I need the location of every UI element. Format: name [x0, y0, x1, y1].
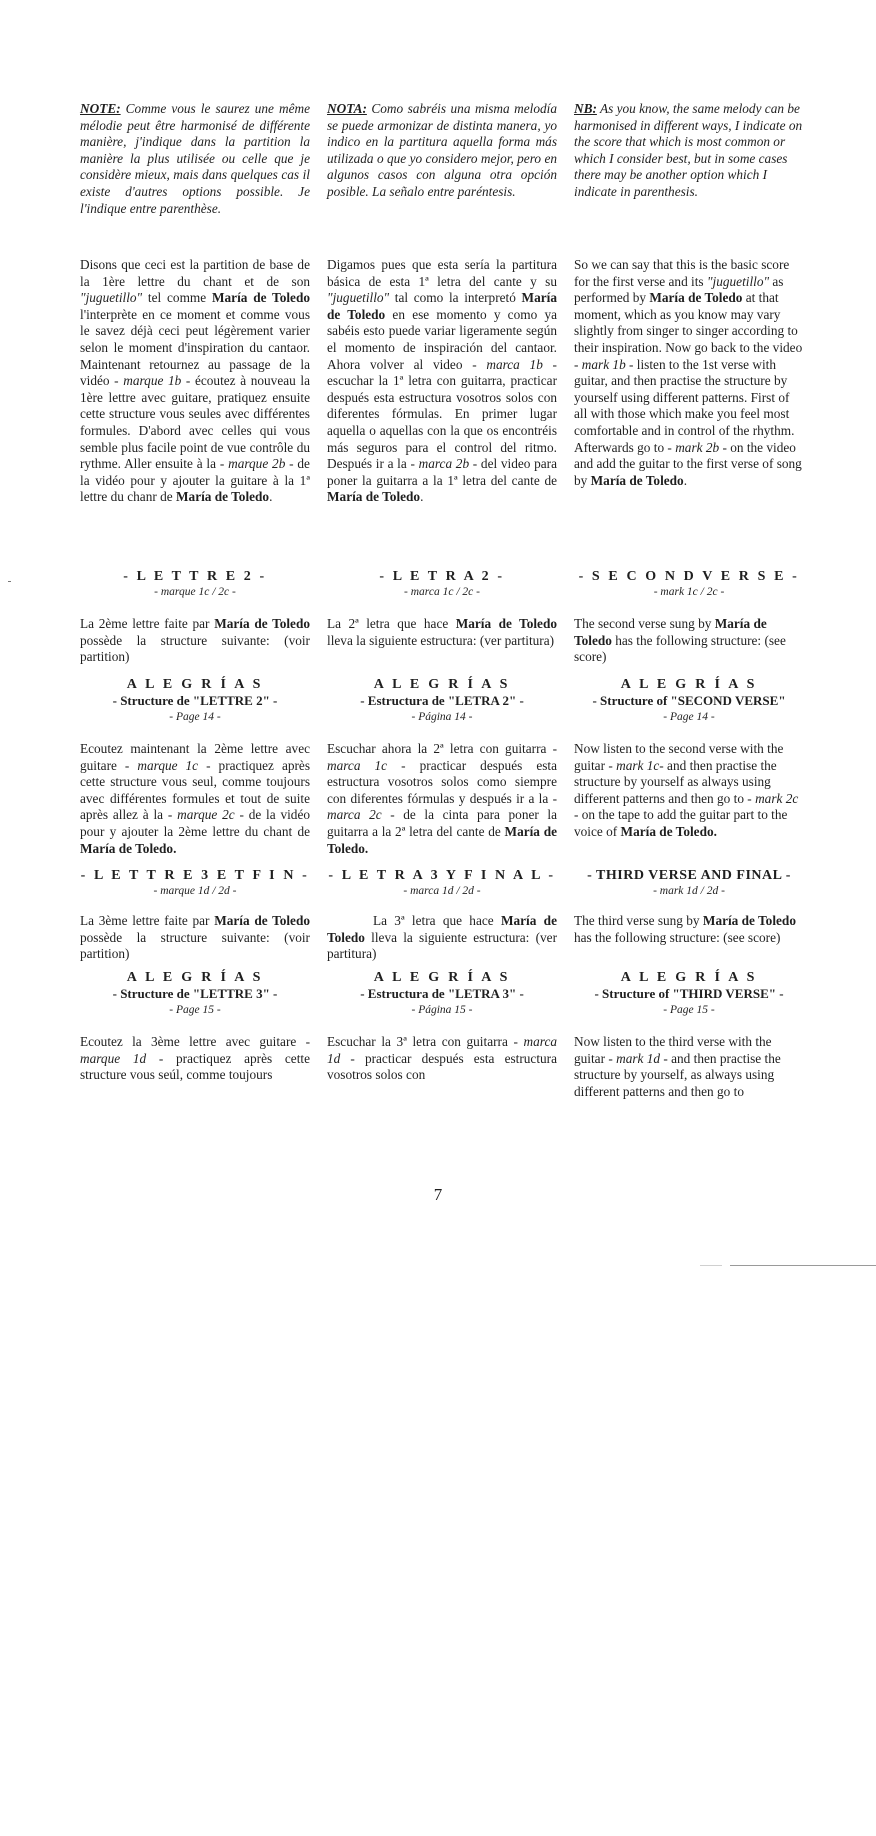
- score-page-ref: - Page 15 -: [663, 1004, 715, 1016]
- note-label: NOTA:: [327, 101, 367, 116]
- page-number: 7: [433, 1185, 443, 1204]
- video-mark: marque 2c: [177, 807, 235, 823]
- verse3-heading: - L E T R A 3 Y F I N A L -: [328, 868, 556, 883]
- text: possède la structure suivante: (voir partition): [80, 632, 310, 665]
- intro-text: .: [420, 489, 424, 505]
- structure-title: - Structure of "THIRD VERSE" -: [594, 986, 784, 1001]
- note-block: [80, 101, 310, 217]
- text: La 3ème lettre faite par: [80, 913, 215, 928]
- text: - and then practise the structure by yourself as always using different patterns and then go to -: [574, 757, 777, 806]
- text: lleva la siguiente estructura: (ver partitura): [327, 929, 557, 962]
- verse2-practice: [80, 741, 310, 857]
- note-text: Como sabréis una misma melodía se puede armonizar de distinta manera, yo indico en la partitura aquella forma más utilizada o que yo considero mejor, pero en algunos casos con alguna otra opción posible. La señalo entre paréntesis.: [327, 101, 557, 199]
- singer-name: María de Toledo: [214, 913, 310, 928]
- video-mark: marque 1d: [80, 1050, 147, 1066]
- note-text: As you know, the same melody can be harmonised in different ways, I indicate on the score that which is most common or which I consider best, but in some cases there may be another option which I indicate in parenthesis.: [574, 101, 803, 199]
- alegrias-title: A L E G R Í A S: [620, 970, 758, 985]
- intro-text: - escuchar la 1ª letra con guitarra, practicar después esta estructura vosotros solos con diferentes fórmulas. En primer lugar aquella o aquellas con la que os encontréis más seguros para el control del ritmo. Después ir a la -: [327, 356, 557, 472]
- text: Ecoutez maintenant la 2ème lettre avec guitare -: [80, 741, 310, 773]
- verse3-practice: [574, 1034, 804, 1100]
- intro-text: - on the video and add the guitar to the first verse of song by: [574, 439, 802, 488]
- verse2-marks: - mark 1c / 2c -: [653, 586, 725, 598]
- alegrias-title: A L E G R Í A S: [126, 677, 264, 692]
- verse2-practice: [574, 741, 804, 841]
- singer-name: María de Toledo: [176, 489, 270, 505]
- video-mark: marque 1b: [123, 373, 182, 389]
- note-block: [327, 101, 557, 201]
- text: Now listen to the third verse with the guitar -: [574, 1034, 772, 1066]
- video-mark: marque 1c: [137, 757, 199, 773]
- text: - practicar después esta estructura vosotros solos como siempre con diferentes fórmulas y después ir a la -: [327, 757, 558, 806]
- text: Now listen to the second verse with the guitar -: [574, 741, 784, 773]
- singer-name: María de Toledo.: [80, 840, 177, 856]
- scan-artifact-dot: [8, 581, 11, 582]
- intro-text: l'interprète en ce moment et comme vous le savez déjà ceci peut légèrement varier selon le moment d'inspiration du cantaor. Maintenant retournez au passage de la vidéo -: [80, 306, 310, 389]
- singer-name: María de Toledo: [649, 290, 743, 306]
- intro-text: Disons que ceci est la partition de base de la 1ère lettre du chant et de son: [80, 257, 310, 289]
- note-block: [574, 101, 804, 201]
- text: has the following structure: (see score): [574, 632, 786, 665]
- text: Escuchar ahora la 2ª letra con guitarra -: [327, 741, 557, 756]
- verse2-intro: [80, 616, 310, 666]
- verse2-marks: - marca 1c / 2c -: [404, 586, 480, 598]
- video-mark: marca 1d: [327, 1034, 557, 1066]
- text: Ecoutez la 3ème lettre avec guitare -: [80, 1034, 310, 1049]
- video-mark: mark 1c: [616, 757, 660, 773]
- intro-paragraph: [80, 257, 310, 506]
- intro-text: Digamos pues que esta sería la partitura básica de esta 1ª letra del cante y su: [327, 257, 557, 289]
- verse3-practice: [327, 1034, 557, 1084]
- verse2-intro: [574, 616, 804, 666]
- structure-title: - Estructura de "LETRA 3" -: [360, 986, 524, 1001]
- scan-artifact-line: [730, 1265, 876, 1266]
- verse2-practice: [327, 741, 557, 857]
- singer-name: María de Toledo: [702, 913, 796, 928]
- structure-title: - Structure de "LETTRE 3" -: [112, 986, 278, 1001]
- singer-name: María de Toledo: [214, 616, 310, 631]
- video-mark: mark 2c: [755, 790, 799, 806]
- verse3-marks: - marca 1d / 2d -: [403, 885, 481, 897]
- text: - de la cinta para poner la guitarra a la 2ª letra del cante de: [327, 807, 558, 839]
- intro-text: .: [683, 472, 688, 488]
- alegrias-title: A L E G R Í A S: [126, 970, 264, 985]
- intro-text: So we can say that this is the basic score for the first verse and its: [574, 257, 790, 289]
- intro-paragraph: [327, 257, 557, 506]
- alegrias-title: A L E G R Í A S: [620, 677, 758, 692]
- score-page-ref: - Página 15 -: [411, 1004, 473, 1016]
- text: The third verse sung by: [574, 913, 703, 928]
- score-page-ref: - Página 14 -: [411, 711, 473, 723]
- juguetillo-term: "juguetillo": [706, 273, 770, 289]
- verse3-marks: - marque 1d / 2d -: [153, 885, 237, 897]
- intro-text: - del video para poner la guitarra a la 1ª letra del cante de: [327, 456, 557, 488]
- alegrias-title: A L E G R Í A S: [373, 677, 511, 692]
- verse3-heading: - THIRD VERSE AND FINAL -: [587, 868, 791, 883]
- note-text: Comme vous le saurez une même mélodie peut être harmonisé de différente manière, j'indique dans la partition la manière la plus utilisée ou celle que je considère mieux, mais dans quelques cas il existe d'autres options possible. Je l'indique entre parenthèse.: [80, 101, 310, 216]
- verse2-marks: - marque 1c / 2c -: [154, 586, 236, 598]
- text: - practicar después esta estructura vosotros solos con: [327, 1050, 557, 1083]
- intro-text: en ese momento y como ya sabéis esto puede variar ligeramente según el momento de inspiración del cantaor. Ahora volver al video -: [327, 306, 557, 372]
- singer-name: María de Toledo: [211, 290, 310, 306]
- video-mark: mark 1b: [581, 356, 626, 372]
- intro-text: tal como la interpretó: [389, 290, 522, 306]
- video-mark: marca 1b: [486, 356, 543, 372]
- singer-name: María de Toledo: [327, 913, 557, 945]
- note-label: NB:: [574, 101, 597, 116]
- scan-artifact-line: [700, 1265, 722, 1266]
- text: Escuchar la 3ª letra con guitarra -: [327, 1034, 524, 1049]
- singer-name: María de Toledo: [327, 290, 557, 322]
- text: La 3ª letra que hace: [373, 913, 501, 928]
- text: - and then practise the structure by yourself, as always using different patterns and then go to: [574, 1050, 781, 1099]
- video-mark: marca 2b: [418, 456, 470, 472]
- text: The second verse sung by: [574, 616, 715, 631]
- video-mark: marca 1c: [327, 757, 388, 773]
- text: La 2ª letra que hace: [327, 616, 456, 631]
- singer-name: María de Toledo: [327, 489, 421, 505]
- structure-title: - Estructura de "LETRA 2" -: [360, 693, 524, 708]
- text: - practiquez après cette structure vous seul, comme toujours avec différentes formules et tout de suite après allez à la -: [80, 757, 310, 823]
- video-mark: marque 2b: [228, 456, 286, 472]
- structure-title: - Structure of "SECOND VERSE": [592, 693, 786, 708]
- singer-name: María de Toledo: [574, 616, 767, 648]
- video-mark: mark 1d: [616, 1050, 661, 1066]
- text: - de la vidéo pour y ajouter la 2ème lettre du chant de: [80, 807, 310, 839]
- intro-text: tel comme: [142, 290, 212, 306]
- note-label: NOTE:: [80, 101, 121, 116]
- intro-text: - écoutez à nouveau la 1ère lettre avec guitare, pratiquez ensuite cette structure vous seules avec différentes formules. D'abord avec celles qui vous semble plus facile point de vue contrôle du rythme. Aller ensuite à la -: [80, 373, 310, 472]
- score-page-ref: - Page 15 -: [169, 1004, 221, 1016]
- verse3-heading: - L E T T R E 3 E T F I N -: [80, 868, 310, 883]
- verse2-heading: - S E C O N D V E R S E -: [578, 569, 800, 584]
- singer-name: María de Toledo.: [327, 823, 557, 856]
- video-mark: marca 2c: [327, 807, 382, 823]
- juguetillo-term: "juguetillo": [327, 290, 390, 306]
- intro-text: at that moment, which as you know may vary slightly from singer to singer according to their inspiration. Now go back to the video -: [574, 290, 803, 372]
- text: La 2ème lettre faite par: [80, 616, 215, 631]
- intro-paragraph: [574, 257, 804, 489]
- intro-text: .: [269, 489, 273, 505]
- verse3-practice: [80, 1034, 310, 1084]
- intro-text: as performed by: [574, 273, 784, 306]
- verse3-marks: - mark 1d / 2d -: [653, 885, 725, 897]
- singer-name: María de Toledo: [590, 472, 684, 488]
- verse2-heading: - L E T R A 2 -: [379, 569, 505, 584]
- text: - practiquez après cette structure vous seúl, comme toujours: [80, 1050, 310, 1083]
- score-page-ref: - Page 14 -: [663, 711, 715, 723]
- verse2-heading: - L E T T R E 2 -: [123, 569, 267, 584]
- intro-text: - listen to the 1st verse with guitar, and then practise the structure by yourself using different patterns. First of all with those which make you feel most comfortable and in control of the rhythm. Afterwards go to -: [574, 356, 795, 455]
- structure-title: - Structure de "LETTRE 2" -: [112, 693, 278, 708]
- verse2-intro: [327, 616, 557, 649]
- singer-name: María de Toledo.: [620, 823, 717, 839]
- text: - on the tape to add the guitar part to the voice of: [574, 807, 788, 839]
- video-mark: mark 2b: [675, 439, 720, 455]
- score-page-ref: - Page 14 -: [169, 711, 221, 723]
- verse3-intro: [80, 913, 310, 963]
- text: has the following structure: (see score): [574, 929, 781, 945]
- juguetillo-term: "juguetillo": [80, 290, 143, 306]
- verse3-intro: [574, 913, 804, 946]
- alegrias-title: A L E G R Í A S: [373, 970, 511, 985]
- text: possède la structure suivante: (voir partition): [80, 929, 310, 962]
- text: lleva la siguiente estructura: (ver partitura): [327, 632, 555, 648]
- intro-text: - de la vidéo pour y ajouter la guitare à la 1ª lettre du chanr de: [80, 456, 310, 505]
- singer-name: María de Toledo: [455, 616, 557, 631]
- verse3-intro: [327, 913, 557, 963]
